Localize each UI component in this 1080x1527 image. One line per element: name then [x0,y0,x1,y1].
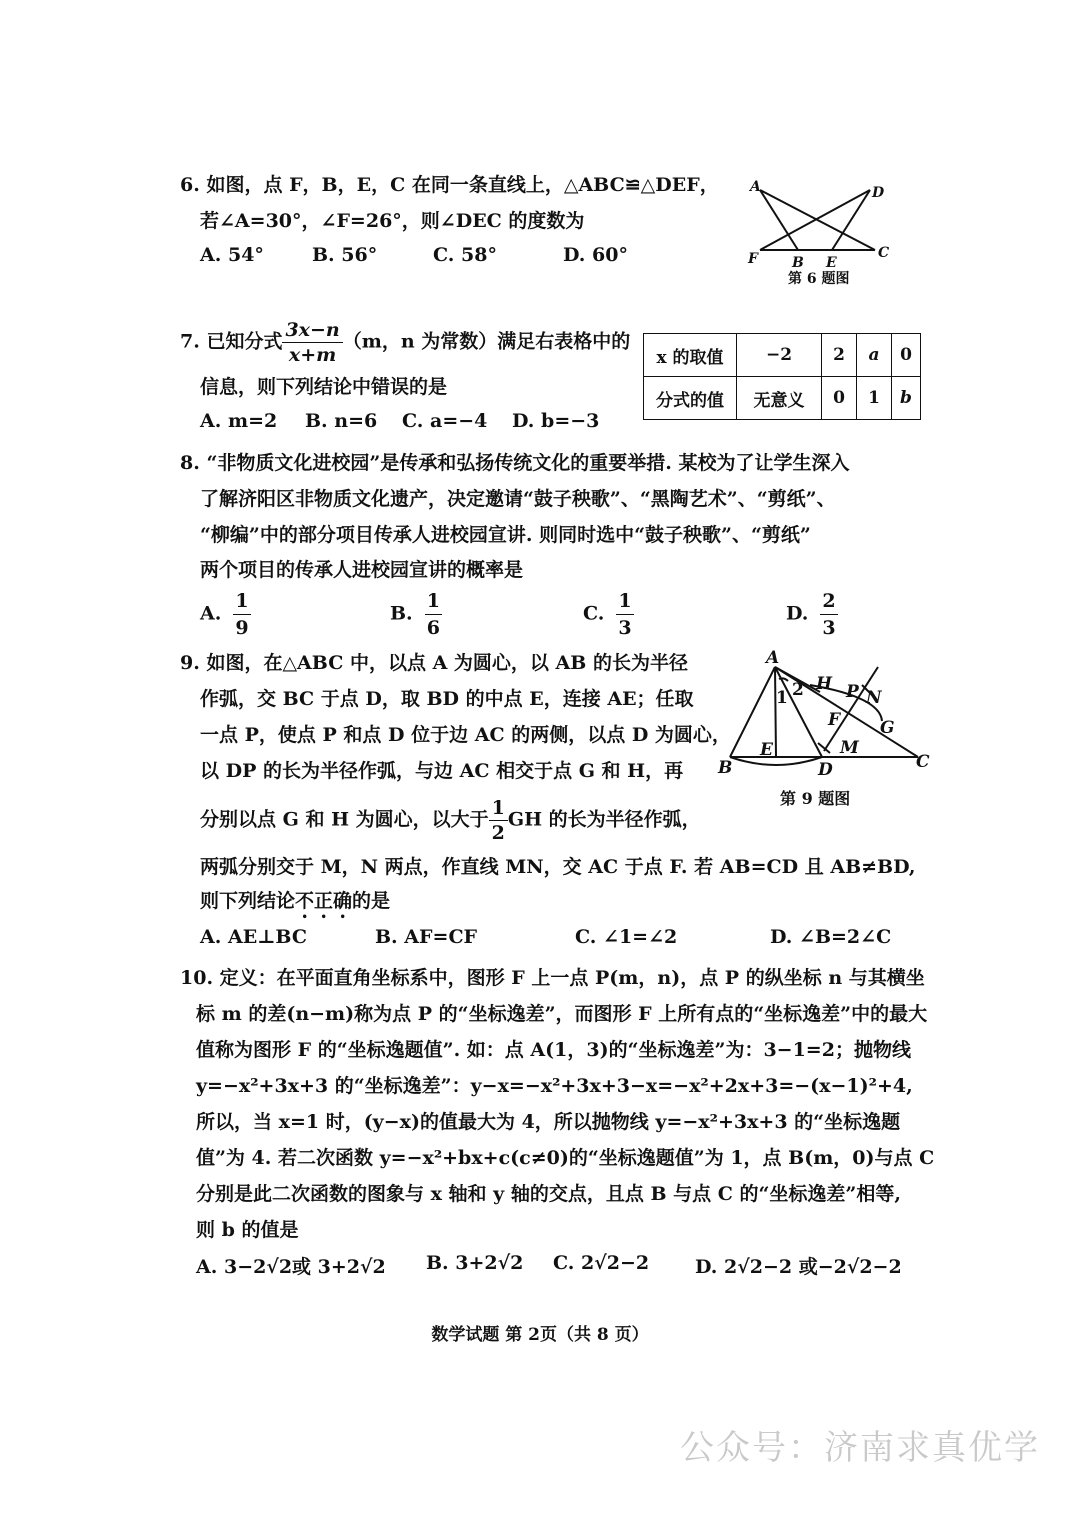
q9-label-d: D [818,760,833,780]
q8-option-c [583,588,634,641]
q8-option-d [786,588,838,641]
watermark: 公众号：济南求真优学 [680,1428,1040,1468]
q8-option-label: B. [390,602,413,625]
q6-caption: 第 6 题图 [788,271,850,287]
q8-option-fraction [425,588,442,641]
q9-label-h: H [816,674,833,694]
q7-cell: 0 [822,377,857,420]
q6-label-c: C [878,245,890,261]
q9-line2: 作弧，交 BC 于点 D，取 BD 的中点 E，连接 AE；任取 [200,688,694,710]
q10-line5: 所以，当 x=1 时，(y−x)的值最大为 4，所以抛物线 y=−x²+3x+3 的“坐标逸题 [196,1111,901,1133]
q9-label-g: G [880,718,895,738]
q7-option-c: C. a=−4 [402,410,488,432]
q8-frac-num: 1 [425,588,442,615]
q8-frac-den: 3 [822,617,836,639]
q9-label-m: M [840,738,859,758]
q7-frac-den: x+m [288,344,337,366]
q9-line7b-emphasis: 不正确 [295,890,353,912]
q10-line4: y=−x²+3x+3 的“坐标逸差”：y−x=−x²+3x+3−x=−x²+2x+3=−(x−1)²+4, [196,1075,913,1097]
q7-table [643,333,921,420]
q9-line5 [200,796,701,845]
q6-label-a: A [750,179,761,195]
q8-option-fraction [233,588,250,641]
q10-line3: 值称为图形 F 的“坐标逸题值”. 如：点 A(1，3)的“坐标逸差”为：3−1=2；抛物线 [196,1039,911,1061]
q7-table-row-value [644,377,921,420]
q7-cell: 1 [857,377,892,420]
q7-option-a: A. m=2 [200,410,278,432]
q9-label-b: B [718,758,733,778]
q8-line1: 8. “非物质文化进校园”是传承和弘扬传统文化的重要举措. 某校为了让学生深入 [180,452,850,474]
q7-line1 [180,318,630,367]
q6-line1: 6. 如图，点 F，B，E，C 在同一条直线上，△ABC≌△DEF， [180,174,719,196]
q10-option-c: C. 2√2−2 [553,1252,650,1274]
q7-option-b: B. n=6 [305,410,378,432]
q8-option-label: A. [200,602,222,625]
q9-label-c: C [916,752,930,772]
q6-label-d: D [872,185,885,201]
q9-line7a: 则下列结论 [200,890,296,912]
q8-option-label: D. [786,602,809,625]
q8-frac-den: 3 [618,617,632,639]
q9-figure [710,645,940,780]
q9-seg-ae [775,667,776,757]
q9-angle-mark [779,678,788,681]
q10-line7: 分别是此二次函数的图象与 x 轴和 y 轴的交点，且点 B 与点 C 的“坐标逸差”相等, [196,1183,901,1205]
q9-label-e: E [760,740,773,760]
q6-label-e: E [826,255,837,271]
q9-line3: 一点 P，使点 P 和点 D 位于边 AC 的两侧，以点 D 为圆心， [200,724,731,746]
q7-suffix: （m，n 为常数）满足右表格中的 [342,330,631,353]
q9-label-f: F [828,710,841,730]
q8-line2: 了解济阳区非物质文化遗产，决定邀请“鼓子秧歌”、“黑陶艺术”、“剪纸”、 [200,488,836,510]
q10-line6: 值”为 4. 若二次函数 y=−x²+bx+c(c≠0)的“坐标逸题值”为 1，点 B(m，0)与点 C [196,1147,935,1169]
q9-line5b: GH 的长为半径作弧， [507,808,701,831]
q9-option-c: C. ∠1=∠2 [575,926,678,948]
q8-option-fraction [616,588,633,641]
q7-cell: a [857,334,892,377]
q9-line4: 以 DP 的长为半径作弧，与边 AC 相交于点 G 和 H，再 [200,760,684,782]
q7-line2: 信息，则下列结论中错误的是 [200,376,448,398]
q8-frac-num: 1 [233,588,250,615]
q7-cell: 0 [892,334,921,377]
q8-frac-num: 1 [616,588,633,615]
q9-arc-bd [730,757,822,765]
q8-option-b [390,588,442,641]
q9-option-d: D. ∠B=2∠C [770,926,892,948]
q6-option-a: A. 54° [200,244,264,266]
q7-cell: 分式的值 [644,377,737,420]
q6-option-d: D. 60° [563,244,628,266]
q9-label-a: A [766,648,780,668]
q6-option-b: B. 56° [312,244,378,266]
q10-option-d: D. 2√2−2 或−2√2−2 [695,1256,902,1278]
q7-option-d: D. b=−3 [512,410,600,432]
q6-line2: 若∠A=30°，∠F=26°，则∠DEC 的度数为 [200,210,585,232]
q8-frac-num: 2 [820,588,837,615]
q6-seg-de [832,190,870,250]
q9-half [489,796,508,845]
q7-cell: b [892,377,921,420]
q8-frac-den: 6 [426,617,440,639]
q8-line3: “柳编”中的部分项目传承人进校园宣讲. 则同时选中“鼓子秧歌”、“剪纸” [200,524,811,546]
q8-option-label: C. [583,602,605,625]
q6-label-f: F [748,251,758,267]
q9-line6: 两弧分别交于 M，N 两点，作直线 MN，交 AC 于点 F. 若 AB=CD 且 AB≠BD, [200,856,916,878]
q9-option-b: B. AF=CF [375,926,478,948]
q10-line1: 10. 定义：在平面直角坐标系中，图形 F 上一点 P(m，n)，点 P 的纵坐标 n 与其横坐 [180,967,925,989]
q8-option-a [200,588,251,641]
q9-label-1: 1 [776,688,788,708]
q10-option-a: A. 3−2√2或 3+2√2 [196,1256,386,1278]
q7-cell: 2 [822,334,857,377]
q9-line7 [200,886,390,923]
q9-line5a: 分别以点 G 和 H 为圆心，以大于 [200,808,489,831]
q10-option-b: B. 3+2√2 [426,1252,524,1274]
q7-cell: −2 [737,334,822,377]
q9-option-a: A. AE⊥BC [200,926,307,948]
q9-label-p: P [846,682,859,702]
q9-half-den: 2 [491,822,505,844]
q9-label-2: 2 [792,680,804,700]
q7-cell: 无意义 [737,377,822,420]
page-footer: 数学试题 第 2页（共 8 页） [431,1325,649,1345]
q7-cell: x 的取值 [644,334,737,377]
q9-label-n: N [866,688,882,708]
q6-option-c: C. 58° [433,244,497,266]
q7-prefix: 7. 已知分式 [180,330,283,353]
q7-frac-num: 3x−n [282,318,342,343]
q9-line7c: 的是 [352,890,391,912]
q8-option-fraction [820,588,837,641]
q7-fraction [282,318,342,367]
q9-half-num: 1 [489,796,508,821]
q8-line4: 两个项目的传承人进校园宣讲的概率是 [200,559,524,581]
q7-table-row-x [644,334,921,377]
q9-caption: 第 9 题图 [780,789,851,808]
q9-line1: 9. 如图，在△ABC 中，以点 A 为圆心，以 AB 的长为半径 [180,652,688,674]
q10-line8: 则 b 的值是 [196,1219,299,1241]
q6-label-b: B [792,255,804,271]
q8-frac-den: 9 [235,617,249,639]
q10-line2: 标 m 的差(n−m)称为点 P 的“坐标逸差”，而图形 F 上所有点的“坐标逸差”中的最大 [196,1003,928,1025]
